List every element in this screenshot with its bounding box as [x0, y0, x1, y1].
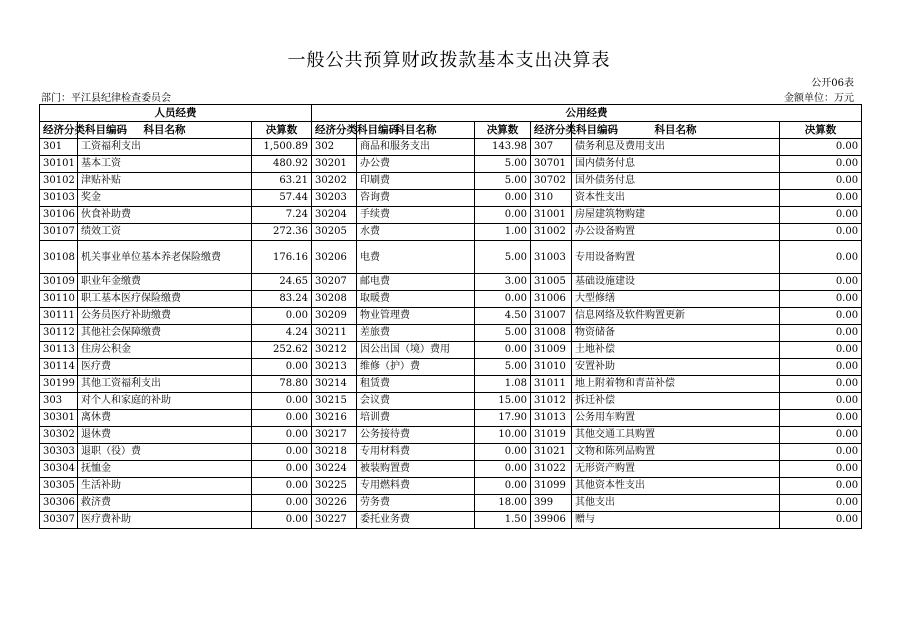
amount-cell: 0.00 [780, 156, 862, 173]
amount-cell: 0.00 [780, 224, 862, 241]
amount-cell: 3.00 [475, 274, 531, 291]
code-cell: 30207 [312, 274, 357, 291]
amount-cell: 24.65 [252, 274, 312, 291]
name-column-header: 科目名称 [78, 122, 252, 139]
name-cell: 资本性支出 [572, 190, 780, 207]
table-row [40, 342, 862, 359]
amount-cell: 0.00 [252, 359, 312, 376]
amount-cell: 0.00 [780, 139, 862, 156]
code-cell: 30217 [312, 427, 357, 444]
name-cell: 其他社会保障缴费 [78, 325, 252, 342]
code-cell: 30107 [40, 224, 78, 241]
amount-cell: 0.00 [252, 410, 312, 427]
name-cell: 物资储备 [572, 325, 780, 342]
code-cell: 307 [531, 139, 572, 156]
code-column-header: 经济分类科目编码 [40, 122, 78, 139]
name-cell: 其他资本性支出 [572, 478, 780, 495]
name-cell: 手续费 [357, 207, 475, 224]
name-cell: 文物和陈列品购置 [572, 444, 780, 461]
code-cell: 30201 [312, 156, 357, 173]
amount-cell: 17.90 [475, 410, 531, 427]
amount-cell: 176.16 [252, 241, 312, 274]
table-row [40, 495, 862, 512]
name-cell: 印刷费 [357, 173, 475, 190]
amount-cell: 1.08 [475, 376, 531, 393]
amount-cell: 0.00 [780, 173, 862, 190]
code-cell: 31012 [531, 393, 572, 410]
code-cell: 31021 [531, 444, 572, 461]
name-cell: 办公设备购置 [572, 224, 780, 241]
amount-cell: 480.92 [252, 156, 312, 173]
amount-cell: 0.00 [780, 359, 862, 376]
code-cell: 30306 [40, 495, 78, 512]
name-cell: 专用燃料费 [357, 478, 475, 495]
name-cell: 商品和服务支出 [357, 139, 475, 156]
table-row [40, 156, 862, 173]
name-column-header: 科目名称 [357, 122, 475, 139]
code-cell: 303 [40, 393, 78, 410]
name-cell: 因公出国（境）费用 [357, 342, 475, 359]
name-cell: 对个人和家庭的补助 [78, 393, 252, 410]
code-cell: 30214 [312, 376, 357, 393]
amount-cell: 63.21 [252, 173, 312, 190]
name-cell: 大型修缮 [572, 291, 780, 308]
amount-cell: 0.00 [780, 393, 862, 410]
amount-cell: 0.00 [780, 444, 862, 461]
code-cell: 30212 [312, 342, 357, 359]
code-cell: 30111 [40, 308, 78, 325]
code-cell: 31007 [531, 308, 572, 325]
code-cell: 310 [531, 190, 572, 207]
name-cell: 职工基本医疗保险缴费 [78, 291, 252, 308]
name-cell: 取暖费 [357, 291, 475, 308]
code-cell: 30303 [40, 444, 78, 461]
name-cell: 国外债务付息 [572, 173, 780, 190]
name-column-header: 科目名称 [572, 122, 780, 139]
code-cell: 30305 [40, 478, 78, 495]
amount-cell: 0.00 [780, 342, 862, 359]
name-cell: 机关事业单位基本养老保险缴费 [78, 241, 252, 274]
code-cell: 31013 [531, 410, 572, 427]
code-cell: 30215 [312, 393, 357, 410]
name-cell: 医疗费 [78, 359, 252, 376]
code-cell: 31010 [531, 359, 572, 376]
code-cell: 30304 [40, 461, 78, 478]
code-cell: 30202 [312, 173, 357, 190]
amount-column-header: 决算数 [475, 122, 531, 139]
name-cell: 维修（护）费 [357, 359, 475, 376]
name-cell: 国内债务付息 [572, 156, 780, 173]
amount-cell: 0.00 [252, 495, 312, 512]
amount-cell: 4.24 [252, 325, 312, 342]
name-cell: 奖金 [78, 190, 252, 207]
name-cell: 工资福利支出 [78, 139, 252, 156]
amount-cell: 0.00 [252, 393, 312, 410]
code-cell: 30218 [312, 444, 357, 461]
section-personnel-header: 人员经费 [40, 105, 312, 122]
name-cell: 赠与 [572, 512, 780, 529]
code-cell: 30203 [312, 190, 357, 207]
table-body [40, 139, 862, 529]
code-cell: 31001 [531, 207, 572, 224]
amount-cell: 5.00 [475, 241, 531, 274]
amount-cell: 0.00 [252, 512, 312, 529]
name-cell: 救济费 [78, 495, 252, 512]
name-cell: 基本工资 [78, 156, 252, 173]
name-cell: 基础设施建设 [572, 274, 780, 291]
code-cell: 30109 [40, 274, 78, 291]
amount-cell: 272.36 [252, 224, 312, 241]
code-cell: 31022 [531, 461, 572, 478]
amount-cell: 57.44 [252, 190, 312, 207]
code-cell: 31005 [531, 274, 572, 291]
code-cell: 39906 [531, 512, 572, 529]
name-cell: 信息网络及软件购置更新 [572, 308, 780, 325]
name-cell: 债务利息及费用支出 [572, 139, 780, 156]
table-row [40, 308, 862, 325]
code-column-header: 经济分类科目编码 [312, 122, 357, 139]
code-cell: 30225 [312, 478, 357, 495]
name-cell: 委托业务费 [357, 512, 475, 529]
amount-cell: 0.00 [780, 478, 862, 495]
amount-cell: 0.00 [780, 241, 862, 274]
table-row [40, 478, 862, 495]
code-cell: 31008 [531, 325, 572, 342]
name-cell: 绩效工资 [78, 224, 252, 241]
name-cell: 房屋建筑物购建 [572, 207, 780, 224]
table-row [40, 461, 862, 478]
table-row [40, 274, 862, 291]
page-title: 一般公共预算财政拨款基本支出决算表 [287, 50, 611, 71]
code-cell: 302 [312, 139, 357, 156]
code-cell: 30702 [531, 173, 572, 190]
name-cell: 职业年金缴费 [78, 274, 252, 291]
code-cell: 30205 [312, 224, 357, 241]
code-cell: 30206 [312, 241, 357, 274]
code-cell: 30701 [531, 156, 572, 173]
amount-cell: 0.00 [780, 376, 862, 393]
name-cell: 被装购置费 [357, 461, 475, 478]
table-row [40, 207, 862, 224]
name-cell: 退休费 [78, 427, 252, 444]
name-cell: 会议费 [357, 393, 475, 410]
amount-cell: 1.50 [475, 512, 531, 529]
table-row [40, 224, 862, 241]
name-cell: 培训费 [357, 410, 475, 427]
name-cell: 退职（役）费 [78, 444, 252, 461]
name-cell: 拆迁补偿 [572, 393, 780, 410]
amount-cell: 0.00 [780, 461, 862, 478]
code-cell: 31011 [531, 376, 572, 393]
table-row [40, 190, 862, 207]
code-cell: 31009 [531, 342, 572, 359]
amount-cell: 0.00 [780, 512, 862, 529]
amount-cell: 1,500.89 [252, 139, 312, 156]
amount-cell: 5.00 [475, 359, 531, 376]
amount-cell: 10.00 [475, 427, 531, 444]
amount-cell: 0.00 [475, 478, 531, 495]
code-column-header: 经济分类科目编码 [531, 122, 572, 139]
amount-cell: 0.00 [252, 461, 312, 478]
amount-cell: 252.62 [252, 342, 312, 359]
department-label: 部门：平江县纪律检查委员会 [41, 93, 171, 104]
amount-cell: 0.00 [475, 190, 531, 207]
amount-cell: 83.24 [252, 291, 312, 308]
code-cell: 30211 [312, 325, 357, 342]
amount-cell: 0.00 [780, 190, 862, 207]
code-cell: 30108 [40, 241, 78, 274]
amount-unit-label: 金额单位：万元 [784, 93, 854, 104]
name-cell: 邮电费 [357, 274, 475, 291]
table-row [40, 376, 862, 393]
name-cell: 伙食补助费 [78, 207, 252, 224]
table-row [40, 393, 862, 410]
code-cell: 30302 [40, 427, 78, 444]
code-cell: 31019 [531, 427, 572, 444]
code-cell: 399 [531, 495, 572, 512]
name-cell: 专用材料费 [357, 444, 475, 461]
name-cell: 土地补偿 [572, 342, 780, 359]
table-row [40, 359, 862, 376]
table-row [40, 173, 862, 190]
amount-cell: 18.00 [475, 495, 531, 512]
name-cell: 其他交通工具购置 [572, 427, 780, 444]
name-cell: 差旅费 [357, 325, 475, 342]
name-cell: 公务员医疗补助缴费 [78, 308, 252, 325]
amount-column-header: 决算数 [252, 122, 312, 139]
code-cell: 30216 [312, 410, 357, 427]
code-cell: 30106 [40, 207, 78, 224]
code-cell: 30204 [312, 207, 357, 224]
table-row [40, 139, 862, 156]
amount-cell: 5.00 [475, 325, 531, 342]
table-row [40, 241, 862, 274]
name-cell: 物业管理费 [357, 308, 475, 325]
amount-cell: 5.00 [475, 173, 531, 190]
amount-cell: 0.00 [780, 410, 862, 427]
name-cell: 安置补助 [572, 359, 780, 376]
amount-cell: 0.00 [475, 444, 531, 461]
table-row [40, 512, 862, 529]
amount-cell: 0.00 [780, 207, 862, 224]
code-cell: 31003 [531, 241, 572, 274]
amount-cell: 0.00 [780, 495, 862, 512]
amount-cell: 0.00 [780, 308, 862, 325]
amount-cell: 0.00 [252, 478, 312, 495]
amount-cell: 0.00 [780, 427, 862, 444]
name-cell: 公务接待费 [357, 427, 475, 444]
code-cell: 30101 [40, 156, 78, 173]
code-cell: 30208 [312, 291, 357, 308]
name-cell: 公务用车购置 [572, 410, 780, 427]
name-cell: 劳务费 [357, 495, 475, 512]
name-cell: 其他工资福利支出 [78, 376, 252, 393]
code-cell: 30226 [312, 495, 357, 512]
amount-cell: 0.00 [475, 291, 531, 308]
section-public-header: 公用经费 [312, 105, 862, 122]
name-cell: 生活补助 [78, 478, 252, 495]
amount-cell: 0.00 [252, 308, 312, 325]
code-cell: 30102 [40, 173, 78, 190]
code-cell: 31006 [531, 291, 572, 308]
amount-cell: 0.00 [475, 342, 531, 359]
table-row [40, 427, 862, 444]
code-cell: 31099 [531, 478, 572, 495]
code-cell: 30307 [40, 512, 78, 529]
amount-cell: 143.98 [475, 139, 531, 156]
table-number: 公开06表 [811, 78, 854, 89]
amount-cell: 0.00 [780, 291, 862, 308]
amount-cell: 0.00 [252, 427, 312, 444]
name-cell: 租赁费 [357, 376, 475, 393]
amount-cell: 0.00 [252, 444, 312, 461]
table-row [40, 325, 862, 342]
code-cell: 30110 [40, 291, 78, 308]
code-cell: 31002 [531, 224, 572, 241]
table-row [40, 291, 862, 308]
name-cell: 电费 [357, 241, 475, 274]
amount-cell: 7.24 [252, 207, 312, 224]
name-cell: 水费 [357, 224, 475, 241]
expenditure-table [39, 104, 862, 529]
name-cell: 抚恤金 [78, 461, 252, 478]
amount-cell: 78.80 [252, 376, 312, 393]
code-cell: 30227 [312, 512, 357, 529]
code-cell: 30103 [40, 190, 78, 207]
amount-cell: 4.50 [475, 308, 531, 325]
amount-cell: 0.00 [475, 207, 531, 224]
code-cell: 30113 [40, 342, 78, 359]
name-cell: 其他支出 [572, 495, 780, 512]
name-cell: 办公费 [357, 156, 475, 173]
table-row [40, 444, 862, 461]
code-cell: 30301 [40, 410, 78, 427]
code-cell: 30224 [312, 461, 357, 478]
code-cell: 30213 [312, 359, 357, 376]
name-cell: 无形资产购置 [572, 461, 780, 478]
amount-cell: 0.00 [780, 274, 862, 291]
table-row [40, 410, 862, 427]
name-cell: 医疗费补助 [78, 512, 252, 529]
name-cell: 住房公积金 [78, 342, 252, 359]
amount-column-header: 决算数 [780, 122, 862, 139]
name-cell: 专用设备购置 [572, 241, 780, 274]
amount-cell: 0.00 [475, 461, 531, 478]
code-cell: 301 [40, 139, 78, 156]
name-cell: 地上附着物和青苗补偿 [572, 376, 780, 393]
name-cell: 咨询费 [357, 190, 475, 207]
amount-cell: 5.00 [475, 156, 531, 173]
code-cell: 30199 [40, 376, 78, 393]
name-cell: 津贴补贴 [78, 173, 252, 190]
code-cell: 30114 [40, 359, 78, 376]
amount-cell: 1.00 [475, 224, 531, 241]
code-cell: 30209 [312, 308, 357, 325]
amount-cell: 0.00 [780, 325, 862, 342]
name-cell: 离休费 [78, 410, 252, 427]
amount-cell: 15.00 [475, 393, 531, 410]
code-cell: 30112 [40, 325, 78, 342]
